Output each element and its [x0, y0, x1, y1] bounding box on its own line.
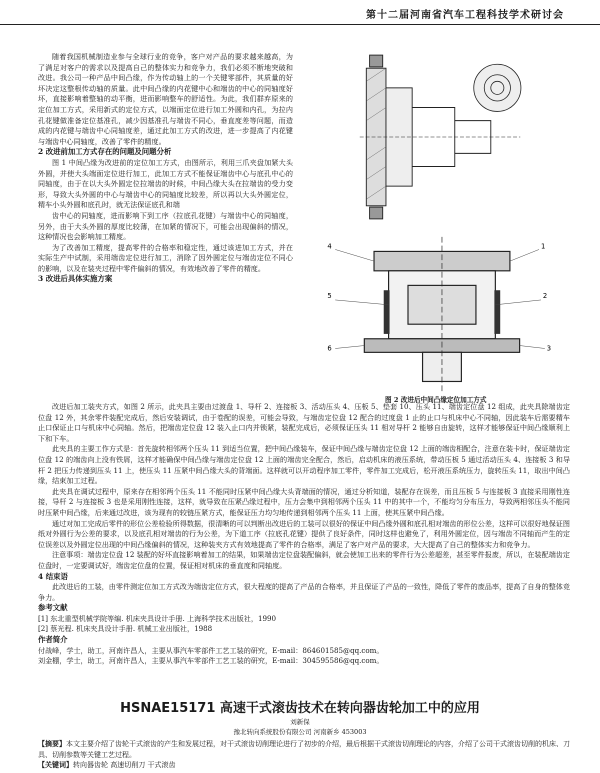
abstract-label: 【摘要】	[38, 739, 66, 748]
body-paragraph: 此夹具在调试过程中，原来存在相邻两个压头 11 不能同时压紧中间凸缘大头背端面的情况，通过分析知道，装配存在误差，而且压板 5 与连接板 3 直接采用刚性连接，导杆 2 与连接板 3 也是采用刚性连接，这样，就导致在压紧凸缘过程中，压力会集中到相邻两个压头 11 中的其中一个，不能均匀分布压力，导致两相邻压头不能同时压紧中间凸缘，后来通过改进，该为现有的较链压紧方式，能保证压力均匀地传递到相邻两个压头 11 上面，使其压紧中间凸缘。	[38, 486, 570, 517]
reference-entry: 付战峰，学士，助工，河南许昌人，主要从事汽车零部件工艺工装的研究，E-mail：864601585@qq.com。	[38, 645, 384, 655]
section-heading: 2 改进前加工方式存在的问题及问题分析	[38, 147, 172, 157]
figure-2-callout: 4	[327, 242, 332, 251]
next-article-affiliation: 豫北转向系统股份有限公司 河南新乡 453003	[233, 728, 367, 736]
abstract-text: 本文主要介绍了齿轮干式滚齿的产生和发展过程，对干式滚齿切削理论进行了初步的介绍，最后根据干式滚齿切削理论的内容，介绍了公司干式滚齿切削的机床、刀具、切削参数等关键工艺过程。	[38, 740, 570, 759]
body-paragraph: 通过对加工完成后零件的形位公差检验所得数据，很清晰的可以判断出改进后的工装可以很好的保证中间凸缘外圆和底孔相对端齿的形位公差，这样可以很好地保证图纸对外圆行为公差的要求，以及底孔相对端齿的行为公差，为下道工序（拉底孔花键）提供了良好条件，同时这样也避免了，利用外圆定位，因与端齿不同轴而产生的定位误差以及外圆定位出现的中间凸缘偏斜的情况，这种装夹方式有效地提高了零件的合格率，满足了客户对产品的要求，大大提高了自己的整体实力和竞争力。	[38, 518, 570, 549]
figure-2-drawing	[312, 232, 570, 397]
conference-title: 第十二届河南省汽车工程科技学术研讨会	[366, 10, 564, 21]
body-paragraph: 图 1 中间凸缘为改进前的定位加工方式，由图所示，利用三爪夹盘加紧大头外圆，并使大头端面定位进行加工，此加工方式不能保证端齿中心与底孔中心的同轴度，由于在以大头外圆定位拉端齿的时候，中间凸缘大头在拉端齿的受力变形，导致大头外圆的中心与端齿中心的同轴度比较差，所以再以大头外圆定位，精车小头外圆和底孔时，就无法保证底孔和端	[38, 157, 293, 210]
reference-entry: 刘金棚，学士，助工，河南许昌人，主要从事汽车零部件工艺工装的研究，E-mail：304595586@qq.com。	[38, 656, 384, 666]
body-paragraph: 齿中心的同轴度，进而影响下到工序（拉底孔花键）与端齿中心的同轴度，另外，由于大头外圆的厚度比较薄，在加紧的情况下，可能会出现偏斜的情况，这种情况也会影响加工精度。	[38, 210, 293, 242]
left-column	[38, 52, 293, 285]
body-paragraph: 此夹具的主要工作方式是：首先旋转相邻两个压头 11 到适当位置，把中间凸缘装车，保证中间凸缘与端齿定位盘 12 上面的端齿相配合，注意在装卡时，保证端齿定位盘 12 的端齿向上没有铁屑，这样才能确保中间凸缘与端齿定位盘 12 上面的端齿完全配合，然后，启动机床的液压系统，带动压板 5 通过活动压头 4、连接板 3 和导杆 2 把压力传递到压头 11 上，使压头 11 压紧中间凸缘大头的背端面。这样就可以开动程序加工零件，零件加工完成后，松开液压系统压力，旋转压头 11，取出中间凸缘，结束加工过程。	[38, 444, 570, 486]
reference-entry: [2] 蔡光程. 机床夹具设计手册. 机械工业出版社，1988	[38, 624, 213, 634]
figure-2-callout: 6	[327, 344, 332, 353]
figure-2-callout: 3	[546, 344, 552, 353]
next-article-abstract	[38, 739, 570, 771]
section-heading: 4 结束语	[38, 571, 68, 581]
page-header	[0, 0, 600, 25]
figure-2-caption: 图 2 改进后中间凸缘定位加工方式	[385, 396, 487, 404]
section-heading: 参考文献	[38, 603, 68, 613]
body-paragraph: 此改进后的工装，由零件测定位加工方式改为端齿定位方式，很大程度的提高了产品的合格率，并且保证了产品的一致性，降低了零件的废品率，提高了自身的整体竞争力。	[38, 582, 570, 602]
body-paragraph: 为了改善加工精度，提高零件的合格率和稳定性，通过该进加工方式，并在实际生产中试制，采用端齿定位进行加工，消除了因外圆定位与端齿定位不同心的影响，以及在装夹过程中零件偏斜的情况，有效地改善了零件的精度。	[38, 242, 293, 273]
next-article-author: 刘新保	[290, 718, 310, 726]
section-heading: 3 改进后具体实施方案	[38, 274, 113, 284]
body-paragraph: 改进后加工装夹方式，如图 2 所示，此夹具主要由过渡盘 1、导杆 2、连接板 3、活动压头 4、压板 5、垫套 10、压头 11、端齿定位盘 12 组成，此夹具除端齿定位盘 12 外，其余零件装配完成后，然后安装调试，由于卷配的误差，可能会导致，与端齿定位盘 12 配合的过度盘 1 止的止口与机床中心不同轴，因此装车后需要精车止口保证止口与机床中心同轴。然后，把端齿定位盘 12 装入止口内并锁紧，装配完成后，必须保证压头 11 相对导杆 2 能够自由旋转，这样才能够保证中间凸缘顺利上下和下车。	[38, 402, 570, 443]
main-text-column	[38, 402, 570, 667]
figure-2-callout: 2	[542, 292, 548, 300]
figure-1-drawing	[312, 42, 570, 232]
figure-2-callout: 1	[540, 242, 546, 251]
section-heading: 作者简介	[38, 635, 68, 645]
figure-2-callout: 5	[327, 292, 332, 300]
keywords-text: 转向器齿轮 高速切削刀 干式滚齿	[73, 761, 176, 769]
body-paragraph: 随着我国机械制造业参与全球行业的竞争，客户对产品的要求越来越高，为了满足对客户的需求以及提高自己的整体实力和竞争力，我们必须不断地突破和改进。我公司一种产品中间凸缘，作为传动轴上的一个关键零部件，其质量的好坏决定这整根传动轴的质量。此中间凸缘的内花键中心和端齿的中心的同轴度好坏，直接影响着整轴的动平衡，进而影响整车的舒适性。为此，我们群弃原来的定位加工方式，采用新式的定位方式，以端面定位进行加工外圆和内孔，为拉内孔花键做准备定位基准孔，减少因基准孔与端齿不同心，垂直度差等问题，而造成的内花键与端齿中心同轴度差，通过此加工方式的改进，进一步提高了内花键与端齿中心同轴度，改善了零件的精度。	[38, 52, 293, 146]
reference-entry: [1] 东北重型机械学院等编. 机床夹具设计手册. 上海科学技术出版社，1990	[38, 613, 276, 623]
keywords-label: 【关键词】	[38, 760, 73, 769]
body-paragraph: 注意事项：端齿定位盘 12 装配的好坏直接影响着加工的结果，如果端齿定位盘装配偏斜，就会使加工出来的零件行为公差超差，甚至零件报废，所以，在装配端齿定位盘时，一定要调试好，端齿定位盘的位置，保证相对机床的垂直度和同轴度。	[38, 550, 570, 570]
next-article-title: HSNAE15171 高速干式滚齿技术在转向器齿轮加工中的应用	[120, 701, 480, 716]
